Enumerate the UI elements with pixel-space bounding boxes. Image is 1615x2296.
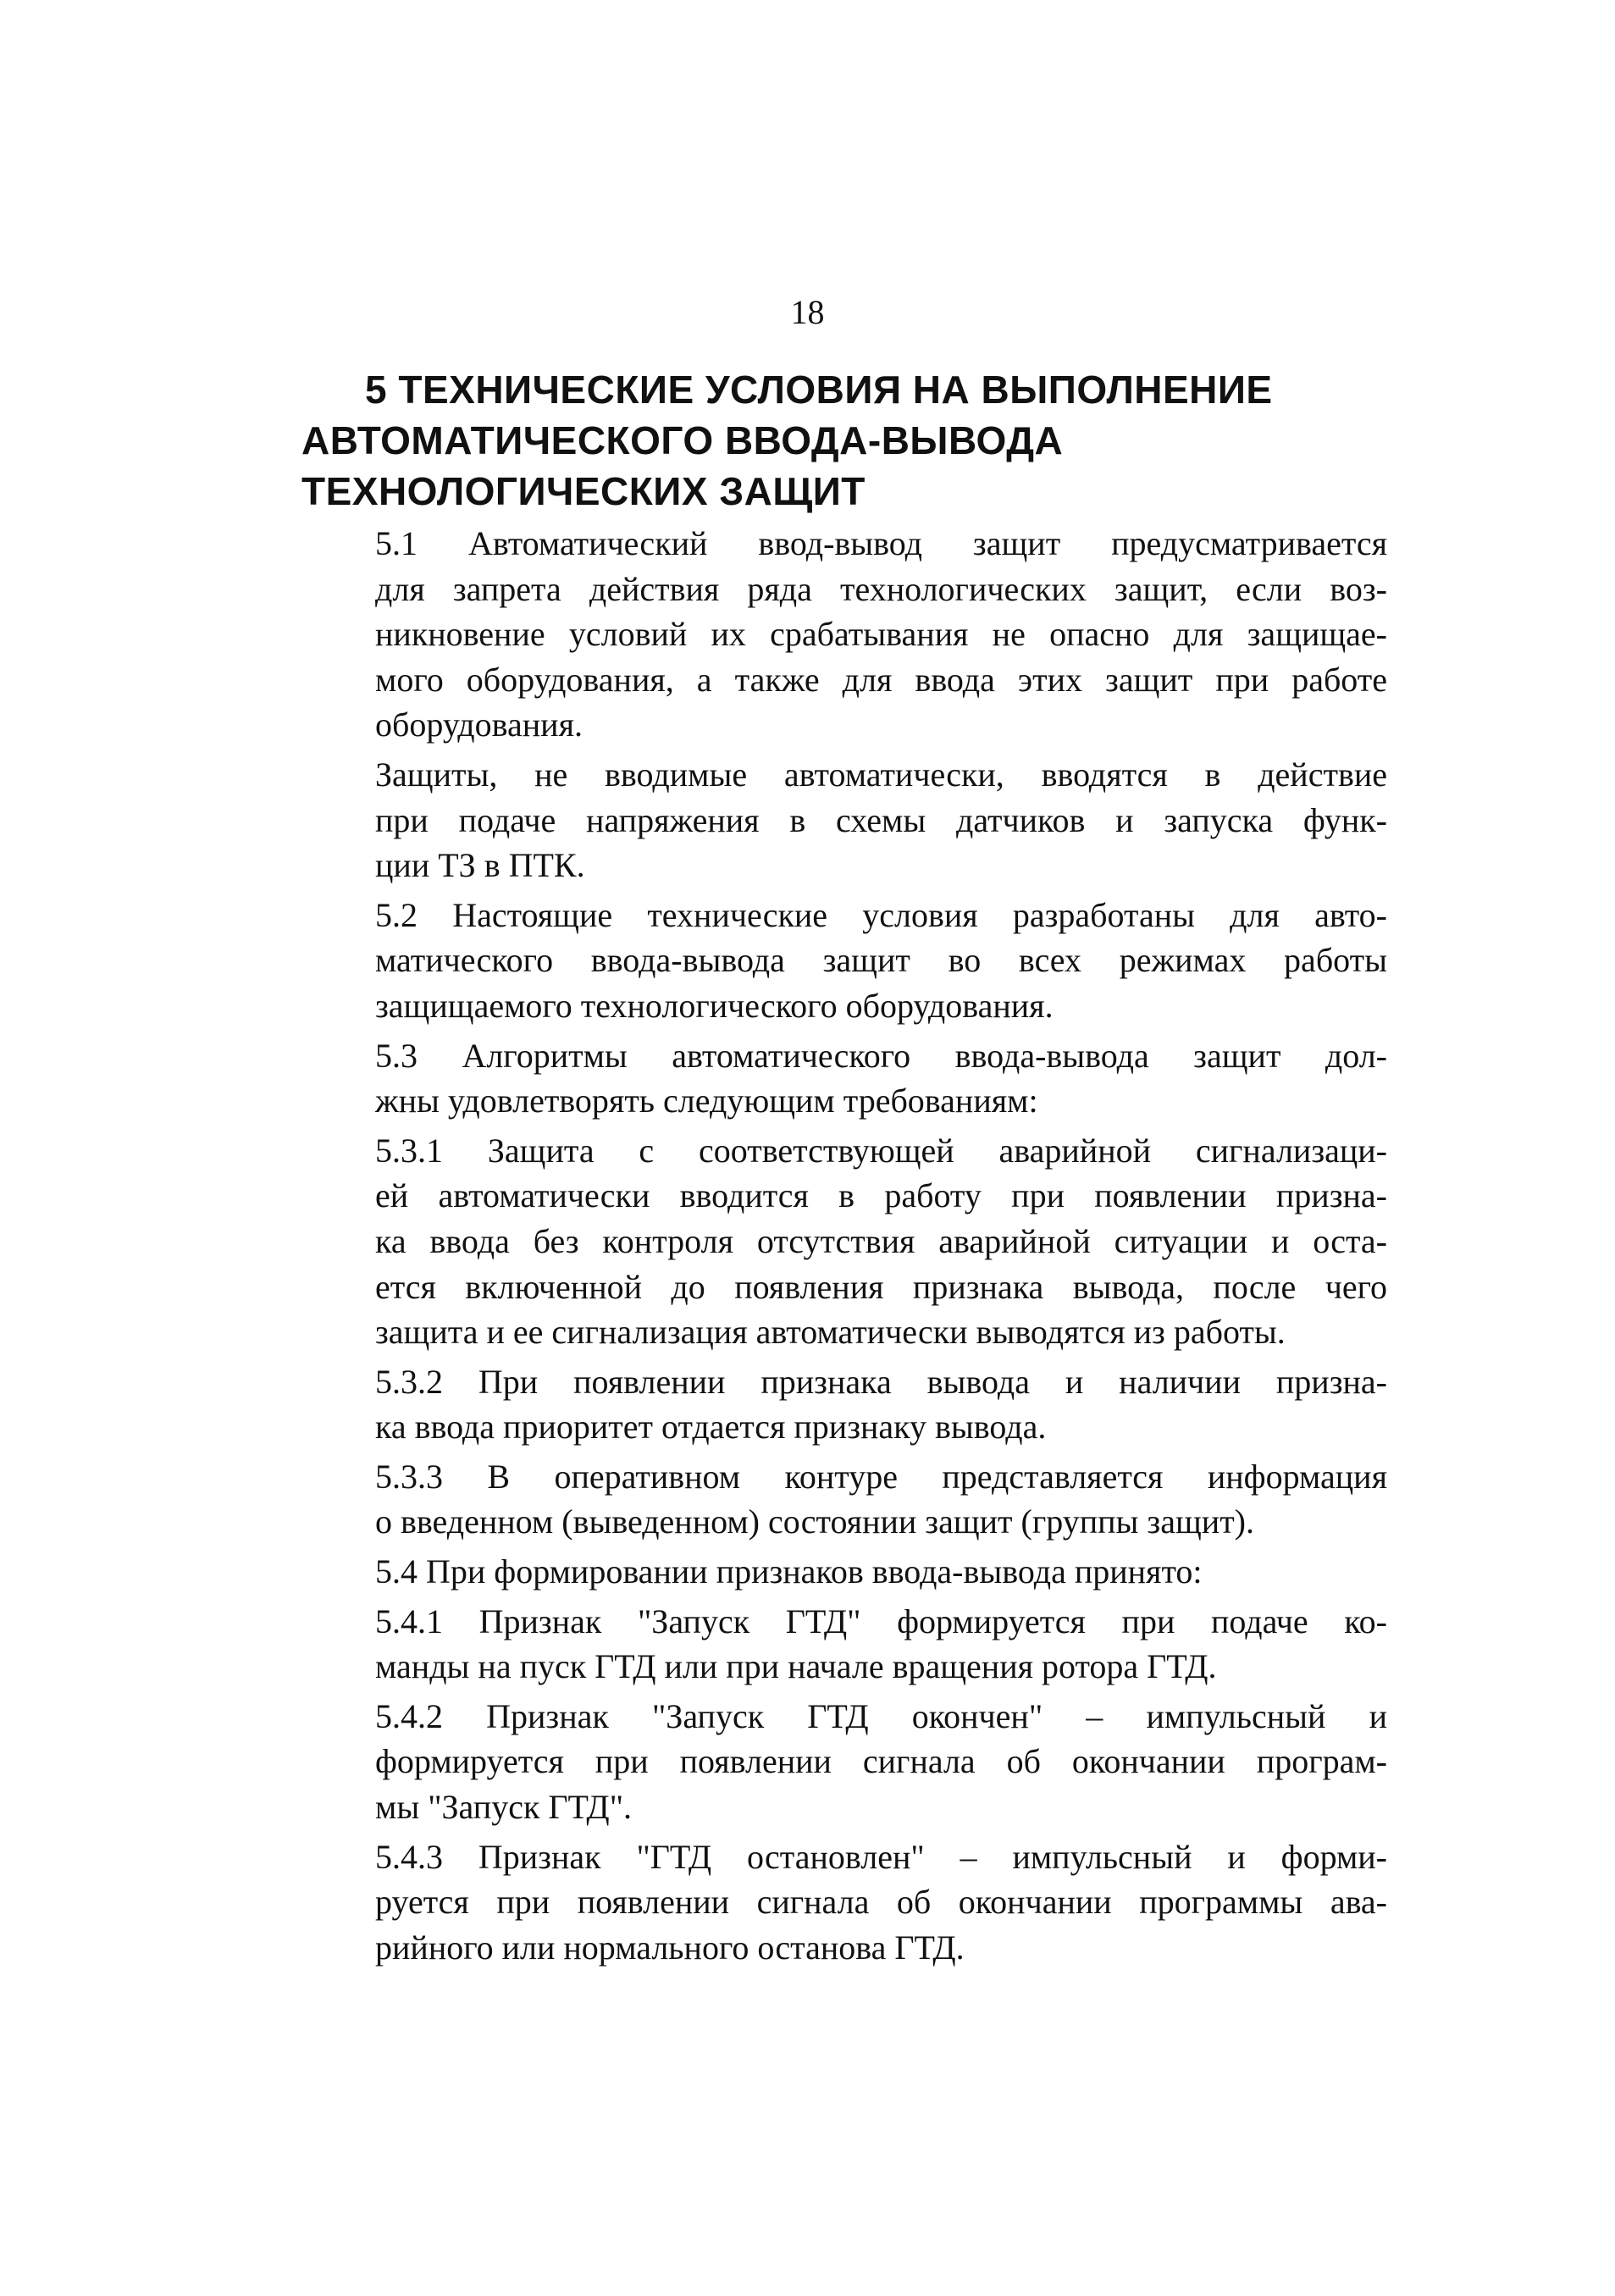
paragraph-line: 5.4 При формировании признаков ввода-вывода принято: <box>375 1552 1203 1591</box>
paragraph-line: 5.3.2 При появлении признака вывода и наличии призна- <box>375 1362 1387 1401</box>
paragraph-line: Защиты, не вводимые автоматически, вводятся в действие <box>375 755 1387 794</box>
paragraph-line: 5.3.3 В оперативном контуре представляется информация <box>375 1457 1387 1496</box>
paragraph-line: матического ввода-вывода защит во всех режимах работы <box>375 941 1387 980</box>
paragraph-line: 5.4.1 Признак "Запуск ГТД" формируется при подаче ко- <box>375 1602 1387 1640</box>
paragraph-line: 5.4.3 Признак "ГТД остановлен" – импульсный и форми- <box>375 1837 1387 1876</box>
paragraph <box>312 1359 1387 1450</box>
paragraph <box>312 1454 1387 1545</box>
paragraph-line: никновение условий их срабатывания не опасно для защищае- <box>375 615 1387 654</box>
paragraph-line: 5.4.2 Признак "Запуск ГТД окончен" – импульсный и <box>375 1696 1387 1735</box>
paragraph <box>312 1033 1387 1124</box>
paragraph <box>312 521 1387 748</box>
page-number: 18 <box>790 293 825 331</box>
paragraph <box>312 893 1387 1029</box>
paragraph-line: 5.1 Автоматический ввод-вывод защит предусматривается <box>375 524 1387 562</box>
paragraph-line: 5.3.1 Защита с соответствующей аварийной сигнализаци- <box>375 1131 1387 1170</box>
paragraph-line: для запрета действия ряда технологических защит, если воз- <box>375 569 1387 608</box>
paragraph-line: ей автоматически вводится в работу при появлении призна- <box>375 1176 1387 1215</box>
heading-line: 5 ТЕХНИЧЕСКИЕ УСЛОВИЯ НА ВЫПОЛНЕНИЕ <box>365 368 1273 412</box>
paragraph-line: оборудования. <box>375 705 583 744</box>
paragraph <box>312 752 1387 888</box>
paragraph-line: руется при появлении сигнала об окончании программы ава- <box>375 1883 1387 1922</box>
paragraph-line: ка ввода приоритет отдается признаку вывода. <box>375 1408 1047 1447</box>
paragraph-line: защита и ее сигнализация автоматически выводятся из работы. <box>375 1313 1286 1352</box>
paragraph <box>312 1834 1387 1971</box>
paragraph-line: ции ТЗ в ПТК. <box>375 846 585 885</box>
body-text <box>312 521 1387 1974</box>
paragraph-line: мого оборудования, а также для ввода этих защит при работе <box>375 660 1387 699</box>
paragraph-line: рийного или нормального останова ГТД. <box>375 1928 965 1967</box>
paragraph-line: манды на пуск ГТД или при начале вращения ротора ГТД. <box>375 1647 1217 1686</box>
paragraph-line: о введенном (выведенном) состоянии защит (группы защит). <box>375 1502 1254 1541</box>
paragraph-line: защищаемого технологического оборудования. <box>375 986 1054 1025</box>
paragraph-line: формируется при появлении сигнала об окончании програм- <box>375 1742 1387 1781</box>
paragraph <box>312 1694 1387 1830</box>
heading-line: АВТОМАТИЧЕСКОГО ВВОДА-ВЫВОДА <box>301 418 1064 462</box>
paragraph <box>312 1549 1387 1595</box>
paragraph-line: ка ввода без контроля отсутствия аварийной ситуации и оста- <box>375 1221 1387 1260</box>
paragraph-line: при подаче напряжения в схемы датчиков и запуска функ- <box>375 800 1387 839</box>
paragraph <box>312 1128 1387 1355</box>
paragraph-line: 5.3 Алгоритмы автоматического ввода-вывода защит дол- <box>375 1036 1387 1075</box>
heading-line: ТЕХНОЛОГИЧЕСКИХ ЗАЩИТ <box>301 469 866 513</box>
section-heading <box>301 364 1402 517</box>
paragraph-line: мы "Запуск ГТД". <box>375 1788 633 1827</box>
paragraph-line: ется включенной до появления признака вывода, после чего <box>375 1267 1387 1306</box>
paragraph <box>312 1599 1387 1690</box>
paragraph-line: 5.2 Настоящие технические условия разработаны для авто- <box>375 895 1387 934</box>
paragraph-line: жны удовлетворять следующим требованиям: <box>375 1082 1038 1120</box>
